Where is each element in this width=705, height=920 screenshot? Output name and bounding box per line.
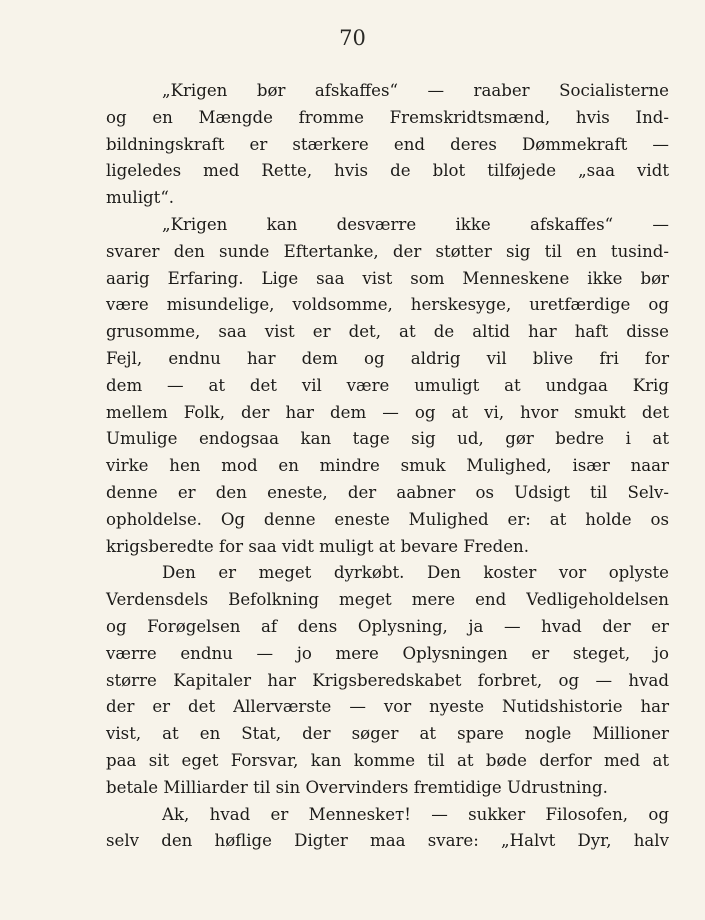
text-line: større Kapitaler har Krigsberedskabet forbret, og — hvad bbox=[106, 670, 669, 690]
text-line: „Krigen kan desværre ikke afskaffes“ — bbox=[162, 214, 669, 234]
text-line: opholdelse. Og denne eneste Mulighed er: at holde os bbox=[106, 509, 669, 529]
page-number: 70 bbox=[339, 26, 366, 50]
text-line: Umulige endogsaa kan tage sig ud, gør bedre i at bbox=[106, 429, 669, 449]
text-line: krigsberedte for saa vidt muligt at bevare Freden. bbox=[106, 536, 530, 556]
text-line: værre endnu — jo mere Oplysningen er steget, jo bbox=[106, 643, 669, 663]
text-line: betale Milliarder til sin Overvinders fremtidige Udrustning. bbox=[106, 777, 608, 797]
text-line: selv den høflige Digter maa svare: „Halvt Dyr, halv bbox=[106, 831, 669, 851]
text-line: aarig Erfaring. Lige saa vist som Menneskene ikke bør bbox=[106, 268, 669, 288]
text-line: bildningskraft er stærkere end deres Dømmekraft — bbox=[106, 134, 669, 154]
text-line: Fejl, endnu har dem og aldrig vil blive fri for bbox=[106, 348, 669, 368]
text-line: vist, at en Stat, der søger at spare nogle Millioner bbox=[106, 724, 669, 744]
text-line: virke hen mod en mindre smuk Mulighed, især naar bbox=[106, 456, 669, 476]
text-line: være misundelige, voldsomme, herskesyge, uretfærdige og bbox=[106, 295, 669, 315]
text-line: denne er den eneste, der aabner os Udsigt til Selv- bbox=[106, 482, 669, 502]
text-line: der er det Allerværste — vor nyeste Nutidshistorie har bbox=[106, 697, 669, 717]
text-line: Verdensdels Befolkning meget mere end Vedligeholdelsen bbox=[106, 590, 669, 610]
text-line: Ak, hvad er Menneskeт! — sukker Filosofen, og bbox=[162, 804, 669, 824]
body-text bbox=[106, 78, 669, 855]
text-line: „Krigen bør afskaffes“ — raaber Socialisterne bbox=[162, 81, 669, 100]
text-line: Den er meget dyrkøbt. Den koster vor oplyste bbox=[162, 563, 669, 583]
text-line: og Forøgelsen af dens Oplysning, ja — hvad der er bbox=[106, 616, 669, 636]
text-line: og en Mængde fromme Fremskridtsmænd, hvis Ind- bbox=[106, 107, 669, 127]
text-line: dem — at det vil være umuligt at undgaa Krig bbox=[106, 375, 669, 395]
text-line: grusomme, saa vist er det, at de altid har haft disse bbox=[106, 322, 669, 342]
text-line: ligeledes med Rette, hvis de blot tilføjede „saa vidt bbox=[106, 161, 669, 181]
text-line: muligt“. bbox=[106, 188, 175, 208]
text-line: mellem Folk, der har dem — og at vi, hvor smukt det bbox=[106, 402, 669, 422]
text-line: paa sit eget Forsvar, kan komme til at bøde derfor med at bbox=[106, 750, 669, 770]
text-line: svarer den sunde Eftertanke, der støtter sig til en tusind- bbox=[106, 241, 669, 261]
